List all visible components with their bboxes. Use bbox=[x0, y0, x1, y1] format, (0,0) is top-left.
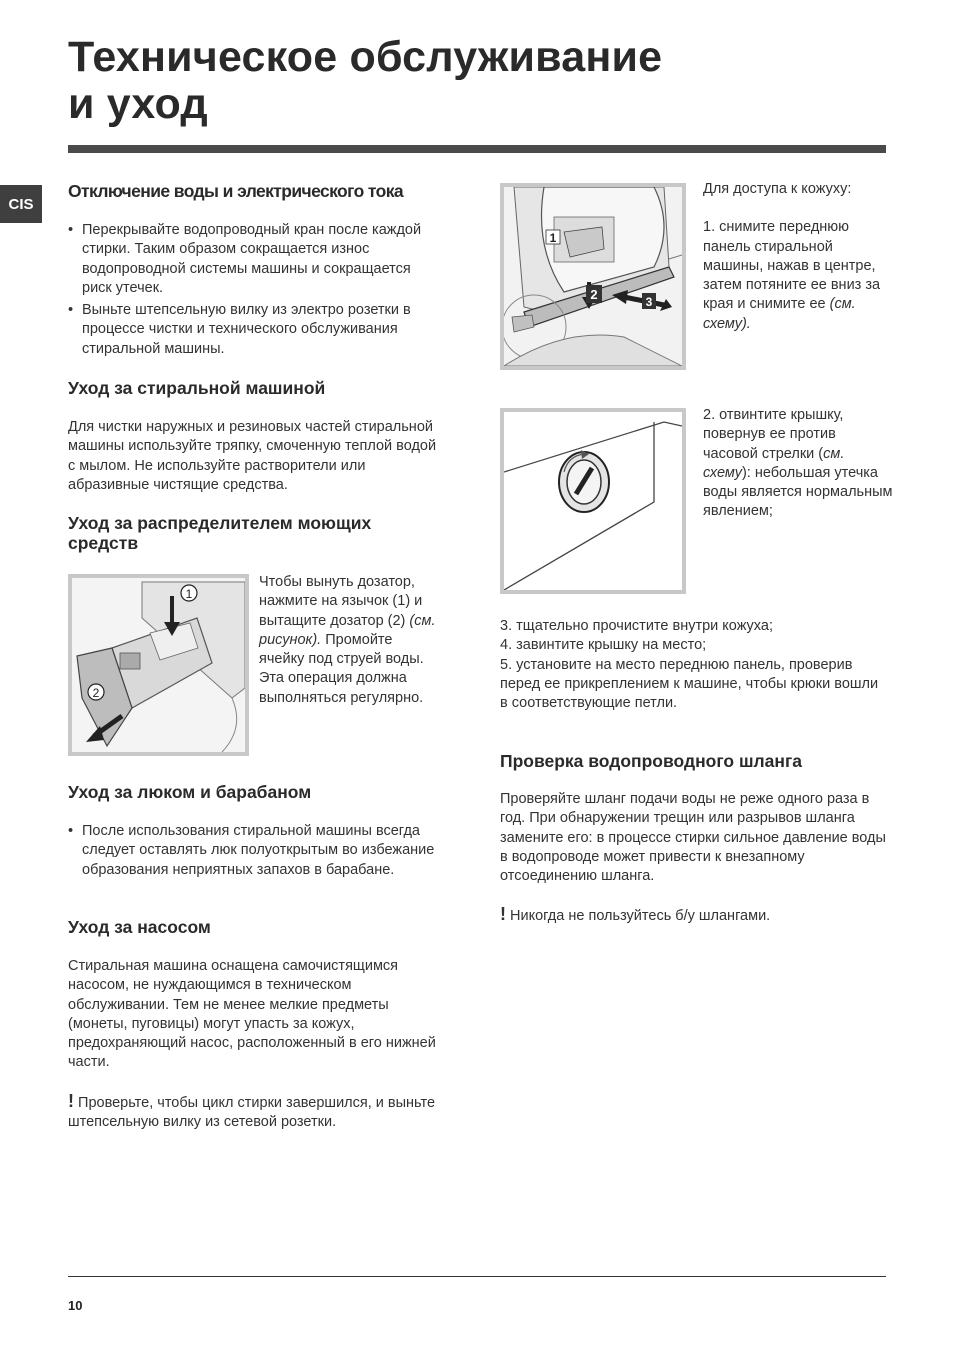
cover-step-2-ref: см. схему bbox=[703, 445, 845, 481]
dispenser-text bbox=[259, 573, 439, 708]
cover-step-3: 3. тщательно прочистите внутри кожуха; bbox=[500, 618, 773, 634]
pump-cover-figure bbox=[500, 408, 686, 594]
cover-step-4: 4. завинтите крышку на место; bbox=[500, 637, 707, 654]
door-section-heading: Уход за люком и барабаном bbox=[68, 782, 312, 802]
water-section-heading: Отключение воды и электрического тока bbox=[68, 181, 404, 201]
front-panel-removal-illustration bbox=[504, 187, 682, 366]
dispenser-text-tail: Промойте ячейку под струей воды. Эта операция должна выполняться регулярно. bbox=[259, 631, 424, 706]
cover-steps-3-5 bbox=[500, 617, 886, 713]
hose-section-body bbox=[500, 790, 892, 927]
machine-section-heading: Уход за стиральной машиной bbox=[68, 378, 326, 398]
door-bullet-list bbox=[68, 822, 440, 880]
dispenser-section-body bbox=[259, 573, 439, 708]
cover-step-2-text: 2. отвинтите крышку, повернув ее против часовой стрелки ( bbox=[703, 407, 844, 462]
title-line-1: Техническое обслуживание bbox=[68, 33, 663, 81]
dispenser-fig-label-1: 1 bbox=[185, 587, 193, 601]
door-section-body bbox=[68, 822, 440, 883]
dispenser-section-heading: Уход за распределителем моющих средств bbox=[68, 513, 372, 553]
pump-section-body bbox=[68, 957, 440, 1132]
dispenser-text-ref: (см. рисунок). bbox=[259, 612, 436, 648]
cover-step-2-tail: ): небольшая утечка воды является нормальным явлением; bbox=[703, 464, 893, 520]
footer-rule bbox=[68, 1276, 886, 1277]
water-bullet-2: • Выньте штепсельную вилку из электро розетки в процессе чистки и технического обслуживания стиральной машины. bbox=[68, 301, 440, 359]
cover-step-1 bbox=[703, 218, 893, 334]
pump-warning bbox=[68, 1092, 440, 1133]
dispenser-drawer-illustration bbox=[72, 578, 245, 752]
cover-step-2 bbox=[703, 406, 893, 522]
hose-check-text: Проверяйте шланг подачи воды не реже одного раза в год. При обнаружении трещин или разрывов шланга замените его: в процессе стирки сильное давление воды в водопроводе может привести к внезапному отсоединению шланга. bbox=[500, 791, 886, 885]
front-panel-label-3: 3 bbox=[645, 295, 653, 309]
front-panel-label-1: 1 bbox=[549, 231, 557, 245]
dispenser-fig-label-2: 2 bbox=[92, 686, 100, 700]
water-bullet-list bbox=[68, 221, 440, 359]
front-panel-label-2: 2 bbox=[590, 287, 598, 302]
dispenser-figure bbox=[68, 574, 249, 756]
pump-warning-text: Проверьте, чтобы цикл стирки завершился, и выньте штепсельную вилку из сетевой розетки. bbox=[68, 1094, 436, 1131]
cover-step-5: 5. установите на место переднюю панель, проверив перед ее прикреплением к машине, чтобы крюки вошли в соответствующие петли. bbox=[500, 656, 879, 712]
pump-cover-illustration bbox=[504, 412, 682, 590]
dispenser-text-main: Чтобы вынуть дозатор, нажмите на язычок (1) и вытащите дозатор (2) bbox=[259, 574, 423, 629]
door-bullet-1: • После использования стиральной машины всегда следует оставлять люк полуоткрытым во избежание образования неприятных запахов в барабане. bbox=[68, 822, 440, 880]
warning-icon: ! bbox=[500, 904, 506, 925]
cover-step2-body bbox=[703, 406, 893, 522]
machine-section-body bbox=[68, 418, 440, 495]
hose-warning-text: Никогда не пользуйтесь б/у шлангами. bbox=[510, 908, 771, 925]
water-bullet-1: • Перекрывайте водопроводный кран после каждой стирки. Таким образом сокращается износ водопроводной системы машины и сокращается риск утечек. bbox=[68, 221, 440, 298]
warning-icon: ! bbox=[68, 1090, 74, 1111]
page-title bbox=[68, 34, 662, 128]
front-panel-figure bbox=[500, 183, 686, 370]
cover-step1-body bbox=[703, 180, 893, 334]
hose-warning bbox=[500, 905, 892, 926]
pump-care-text: Стиральная машина оснащена самочистящимся насосом, не нуждающимся в техническом обслуживании. Тем не менее мелкие предметы (монеты, пуговицы) могут упасть за кожух, предохраняющий насос, расположенный в его нижней части. bbox=[68, 958, 436, 1071]
cover-step-1-ref: (см. схему). bbox=[703, 296, 856, 332]
water-section-body bbox=[68, 221, 440, 362]
cover-intro: Для доступа к кожуху: bbox=[703, 181, 852, 197]
title-rule bbox=[68, 145, 886, 153]
pump-section-heading: Уход за насосом bbox=[68, 917, 211, 937]
hose-section-heading: Проверка водопроводного шланга bbox=[500, 751, 802, 771]
language-tab: CIS bbox=[0, 185, 42, 223]
page-number: 10 bbox=[68, 1298, 83, 1313]
title-line-2: и уход bbox=[68, 80, 208, 128]
cover-step-1-text: 1. снимите переднюю панель стиральной машины, нажав в центре, затем потяните ее вниз за края и снимите ее bbox=[703, 219, 881, 313]
machine-care-text: Для чистки наружных и резиновых частей стиральной машины используйте тряпку, смоченную теплой водой с мылом. Не используйте растворители или абразивные чистящие средства. bbox=[68, 419, 437, 493]
